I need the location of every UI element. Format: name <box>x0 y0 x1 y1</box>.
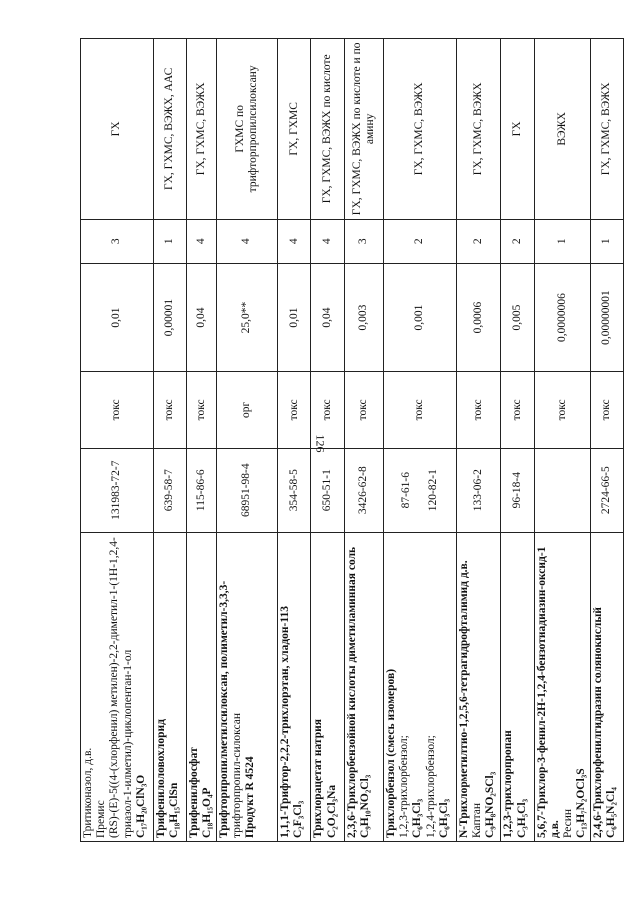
cas-number: 133-06-2 <box>471 469 484 512</box>
table-row <box>153 39 187 842</box>
cas-number: 354-58-5 <box>287 469 300 512</box>
hazard-class-cell: 1 <box>153 219 187 263</box>
hazard-cell: токс <box>277 372 311 448</box>
substance-line: Трифенилфосфат <box>188 747 201 838</box>
table-row <box>311 39 345 842</box>
method-cell: ГХ, ГХМС, ВЭЖХ <box>590 39 624 220</box>
substance-line: 5,6,7-Трихлор-3-фенил-2H-1,2,4-бензотиадиазин-оксид-1 д.в. <box>535 546 562 838</box>
rotated-page <box>80 38 617 842</box>
method-cell: ГХ, ГХМС, ВЭЖХ <box>187 39 216 220</box>
substance-line: 1,2,3-трихлорпропан <box>502 730 515 838</box>
hazard-cell: токс <box>384 372 457 448</box>
method-cell: ГХ, ГХМС, ВЭЖХ <box>456 39 501 220</box>
hazard-cell: токс <box>187 372 216 448</box>
cas-number: 120-82-1 <box>426 469 439 512</box>
cas-number-cell <box>384 448 457 532</box>
cas-number-cell <box>216 448 277 532</box>
substance-name-cell <box>590 532 624 841</box>
table-row <box>277 39 311 842</box>
substance-line: C₉H₁₀NO₂Cl₃ <box>359 774 372 838</box>
substance-line: (RS)-(E)-5((4-(хлорфенил) метилен)-2,2-диметил-1-(1H-1,2,4-триазол-1-илметил)-циклопентан-1-ол <box>108 537 134 838</box>
cas-number: 650-51-1 <box>321 469 334 512</box>
substance-name-cell <box>153 532 187 841</box>
substance-line: Трихлорацетат натрия <box>312 719 325 838</box>
table-row <box>81 39 154 842</box>
substance-line: C₂O₂Cl₃Na <box>325 784 338 838</box>
method-cell: ГХ <box>81 39 154 220</box>
substance-line: 2,4,6-Трихлорфенилгидразин солянокислый <box>591 607 604 838</box>
hazard-cell: орг <box>216 372 277 448</box>
cas-number-cell <box>153 448 187 532</box>
cas-number-cell <box>590 448 624 532</box>
hazard-class-cell: 2 <box>501 219 535 263</box>
substance-line: Премис <box>95 800 108 838</box>
cas-number: 68951-98-4 <box>240 463 253 518</box>
hazard-class-cell: 4 <box>277 219 311 263</box>
concentration-cell: 0,005 <box>501 263 535 371</box>
cas-number: 115-86-6 <box>194 469 207 512</box>
cas-number: 96-18-4 <box>510 471 523 509</box>
cas-number-cell <box>81 448 154 532</box>
substance-name-cell <box>456 532 501 841</box>
substance-line: трифторпропил-силоксан <box>230 713 243 838</box>
substance-name-cell <box>501 532 535 841</box>
hazard-class-cell: 4 <box>311 219 345 263</box>
substance-line: C₁₇H₂₀ClN₃O <box>134 774 147 838</box>
substance-name-cell <box>187 532 216 841</box>
table-rotator <box>80 38 617 842</box>
substance-line: Трифторпропилметилсилоксан, полиметил-3,3,3- <box>217 580 230 838</box>
concentration-cell: 0,01 <box>81 263 154 371</box>
hazard-cell: токс <box>456 372 501 448</box>
hazard-cell: токс <box>501 372 535 448</box>
concentration-cell: 0,04 <box>187 263 216 371</box>
substance-line: 1,2,4-трихлорбензол; <box>424 735 437 838</box>
concentration-cell: 0,00001 <box>153 263 187 371</box>
hazard-class-cell: 2 <box>456 219 501 263</box>
method-cell: ГХМС по трифторпропилсилоксану <box>216 39 277 220</box>
substance-name-cell <box>216 532 277 841</box>
hazard-class-cell: 3 <box>81 219 154 263</box>
substance-line: C₃H₅Cl₃ <box>515 798 528 838</box>
table-row <box>344 39 383 842</box>
hazard-class-cell: 1 <box>590 219 624 263</box>
substance-line: Трихлорбензол (смесь изомеров) <box>385 668 398 838</box>
hazard-cell: токс <box>81 372 154 448</box>
hazard-class-cell: 3 <box>344 219 383 263</box>
substance-line: Трифенилоловохлорид <box>154 719 167 838</box>
hazard-class-cell: 4 <box>187 219 216 263</box>
table-row <box>534 39 590 842</box>
concentration-cell: 0,04 <box>311 263 345 371</box>
cas-number-cell <box>187 448 216 532</box>
substance-line: N-Трихлорметилтио-1,2,5,6-тетрагидрофталимид д.в. <box>457 560 470 838</box>
substance-line: Тритиконазол, д.в. <box>82 747 94 838</box>
substance-line: C₆H₅N₂Cl₄ <box>604 787 617 838</box>
concentration-cell: 0,0000006 <box>534 263 590 371</box>
cas-number: 3426-62-8 <box>357 466 370 515</box>
table-row <box>456 39 501 842</box>
method-cell: ГХ, ГХМС, ВЭЖХ <box>384 39 457 220</box>
concentration-cell: 0,00000001 <box>590 263 624 371</box>
method-cell: ГХ, ГХМС <box>277 39 311 220</box>
table-row <box>216 39 277 842</box>
method-cell: ГХ, ГХМС, ВЭЖХ, ААС <box>153 39 187 220</box>
hazard-cell: токс <box>590 372 624 448</box>
substance-line: C₁₈H₁₅ClSn <box>167 782 180 838</box>
cas-number-cell <box>277 448 311 532</box>
concentration-cell: 0,001 <box>384 263 457 371</box>
cas-number-cell <box>501 448 535 532</box>
substance-line: 2,3,6-Трихлорбензойной кислоты диметиламинная соль <box>345 546 358 838</box>
hazard-cell: токс <box>344 372 383 448</box>
substance-line: C₆H₃Cl₃ <box>437 798 450 838</box>
cas-number-cell <box>456 448 501 532</box>
method-cell: ГХ <box>501 39 535 220</box>
substance-name-cell <box>534 532 590 841</box>
substance-line: C₁₈H₁₅O₄P <box>201 787 214 838</box>
substance-line: 1,2,3-трихлорбензол; <box>398 735 411 838</box>
substance-line: C₉H₈NO₂SCl₃ <box>484 771 497 838</box>
hazard-cell: токс <box>153 372 187 448</box>
table-row <box>590 39 624 842</box>
concentration-cell: 0,0006 <box>456 263 501 371</box>
hazard-cell: токс <box>534 372 590 448</box>
substance-line: 1,1,1-Трифтор-2,2,2-трихлорэтан, хладон-113 <box>278 606 291 838</box>
hazard-class-cell: 2 <box>384 219 457 263</box>
concentration-cell: 0,01 <box>277 263 311 371</box>
table-row <box>384 39 457 842</box>
cas-number-cell <box>311 448 345 532</box>
cas-number: 87-61-6 <box>399 471 412 509</box>
substance-line: Каптан <box>470 802 483 838</box>
concentration-cell: 25,0** <box>216 263 277 371</box>
substance-line: C₂F₃Cl₃ <box>292 800 305 838</box>
substance-name-cell <box>311 532 345 841</box>
substance-name-cell <box>277 532 311 841</box>
hazard-class-cell: 4 <box>216 219 277 263</box>
hazard-class-cell: 1 <box>534 219 590 263</box>
cas-number-cell <box>534 448 590 532</box>
table-row <box>187 39 216 842</box>
substance-line: Ресин <box>562 808 575 838</box>
substance-name-cell <box>81 532 154 841</box>
cas-number: 131983-72-7 <box>110 460 123 520</box>
cas-number: 2724-66-5 <box>600 466 613 515</box>
hazard-cell: токс <box>311 372 345 448</box>
substance-name-cell <box>344 532 383 841</box>
cas-number: 639-58-7 <box>163 469 176 512</box>
table-row <box>501 39 535 842</box>
substance-line: Продукт R 4524 <box>243 756 256 838</box>
substance-line: C₁₃H₇N₂OCl₃S <box>575 768 588 838</box>
substances-table <box>80 38 624 842</box>
method-cell: ГХ, ГХМС, ВЭЖХ по кислоте <box>311 39 345 220</box>
substance-name-cell <box>384 532 457 841</box>
concentration-cell: 0,003 <box>344 263 383 371</box>
method-cell: ГХ, ГХМС, ВЭЖХ по кислоте и по амину <box>344 39 383 220</box>
page-number: 126 <box>313 434 328 453</box>
method-cell: ВЭЖХ <box>534 39 590 220</box>
cas-number-cell <box>344 448 383 532</box>
substance-line: C₆H₃Cl₃ <box>411 798 424 838</box>
